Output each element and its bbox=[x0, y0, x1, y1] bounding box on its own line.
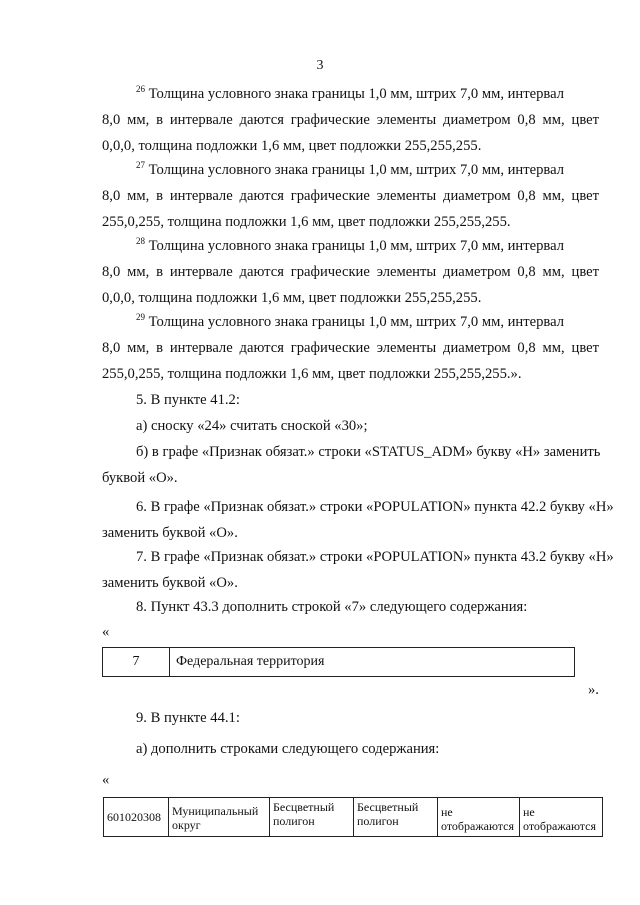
footnote-text-line1: Толщина условного знака границы 1,0 мм, штрих 7,0 мм, интервал bbox=[148, 162, 564, 178]
footnote-mark: 29 bbox=[136, 312, 145, 322]
table-cell-col4: Бесцветный полигон bbox=[354, 798, 438, 836]
item-9: 9. В пункте 44.1: bbox=[136, 710, 240, 726]
item-5: 5. В пункте 41.2: bbox=[136, 392, 240, 408]
table-cell-name: Муниципальный округ bbox=[169, 798, 270, 836]
page-number: 3 bbox=[316, 58, 324, 73]
footnote-27 bbox=[102, 157, 599, 235]
table-cell-name: Федеральная территория bbox=[176, 654, 325, 669]
open-quote: « bbox=[102, 624, 110, 640]
footnote-26 bbox=[102, 81, 599, 159]
footnote-text-rest: 8,0 мм, в интервале даются графические элементы диаметром 0,8 мм, цвет 0,0,0, толщина подложки 1,6 мм, цвет подложки 255,255,255. bbox=[102, 264, 599, 306]
item-5b-line1: б) в графе «Признак обязат.» строки «STATUS_ADM» букву «Н» заменить bbox=[136, 444, 601, 460]
footnote-mark: 26 bbox=[136, 84, 145, 94]
footnote-mark: 28 bbox=[136, 236, 145, 246]
open-quote-2: « bbox=[102, 772, 110, 788]
footnote-29 bbox=[102, 309, 599, 387]
item-5b-line2: буквой «О». bbox=[102, 470, 178, 486]
table-federal-territory bbox=[102, 647, 575, 677]
table-cell-col5: не отображаются bbox=[438, 798, 520, 836]
item-9a: а) дополнить строками следующего содержания: bbox=[136, 741, 440, 757]
table-municipal-okrug bbox=[103, 797, 603, 837]
table-cell-code bbox=[104, 798, 169, 836]
footnote-28 bbox=[102, 233, 599, 311]
footnote-text-rest: 8,0 мм, в интервале даются графические элементы диаметром 0,8 мм, цвет 0,0,0, толщина подложки 1,6 мм, цвет подложки 255,255,255. bbox=[102, 112, 599, 154]
footnote-text-line1: Толщина условного знака границы 1,0 мм, штрих 7,0 мм, интервал bbox=[148, 314, 564, 330]
item-8: 8. Пункт 43.3 дополнить строкой «7» следующего содержания: bbox=[136, 599, 528, 615]
item-7-line1: 7. В графе «Признак обязат.» строки «POPULATION» пункта 43.2 букву «Н» bbox=[136, 549, 614, 565]
table-cell-code: 7 bbox=[103, 648, 170, 676]
item-5a: а) сноску «24» считать сноской «30»; bbox=[136, 418, 368, 434]
table-cell-col6: не отображаются bbox=[523, 805, 597, 833]
footnote-mark: 27 bbox=[136, 160, 145, 170]
table-cell-col3: Бесцветный полигон bbox=[270, 798, 354, 836]
code-text: 601020308 bbox=[107, 810, 161, 824]
close-quote: ». bbox=[588, 682, 599, 698]
item-6-line1: 6. В графе «Признак обязат.» строки «POPULATION» пункта 42.2 букву «Н» bbox=[136, 499, 614, 515]
footnote-text-rest: 8,0 мм, в интервале даются графические элементы диаметром 0,8 мм, цвет 255,0,255, толщина подложки 1,6 мм, цвет подложки 255,255,255.». bbox=[102, 340, 599, 382]
footnote-text-rest: 8,0 мм, в интервале даются графические элементы диаметром 0,8 мм, цвет 255,0,255, толщина подложки 1,6 мм, цвет подложки 255,255,255. bbox=[102, 188, 599, 230]
item-6-line2: заменить буквой «О». bbox=[102, 525, 238, 541]
footnote-text-line1: Толщина условного знака границы 1,0 мм, штрих 7,0 мм, интервал bbox=[148, 86, 564, 102]
footnote-text-line1: Толщина условного знака границы 1,0 мм, штрих 7,0 мм, интервал bbox=[148, 238, 564, 254]
item-7-line2: заменить буквой «О». bbox=[102, 575, 238, 591]
